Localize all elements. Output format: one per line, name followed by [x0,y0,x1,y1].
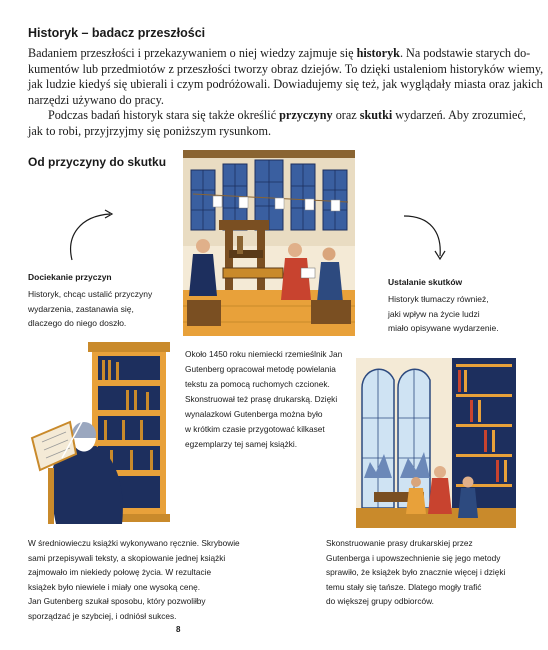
bottom-left-text [28,536,258,624]
cause-title: Dociekanie przyczyn [28,272,112,282]
intro-text: wydarzeń. Aby zrozumieć, [392,108,526,122]
center-text [185,347,355,452]
intro-line [28,61,544,78]
cause-text [28,287,163,331]
bottom-left-line: sami przepisywali teksty, a skopiowanie jednej książki [28,552,226,563]
page-number: 8 [176,625,181,634]
right-curved-arrow-icon [400,210,450,265]
center-line: tekstu za pomocą ruchomych czcionek. [185,379,330,389]
intro-text: . Na podstawie starych do- [399,46,531,60]
bottom-left-line: Jan Gutenberg szukał sposobu, który pozwoliłby [28,596,206,607]
key-term: historyk [356,46,400,60]
bottom-left-line: sporządzać je szybciej, i odniósł sukces. [28,610,177,621]
printing-workshop-illustration [183,150,355,336]
intro-text: oraz [332,108,360,122]
bottom-right-line: Skonstruowanie prasy drukarskiej przez [326,538,473,548]
section-heading: Od przyczyny do skutku [28,155,167,169]
bottom-left-line: zajmowało im niekiedy połowę życia. W rezultacie [28,567,212,578]
intro-text: narzędzi używano do pracy. [28,92,164,107]
effect-title: Ustalanie skutków [388,277,463,287]
center-line: Około 1450 roku niemiecki rzemieślnik Jan [185,349,343,359]
intro-paragraph-2 [28,108,526,139]
effect-line: miało opisywane wydarzenie. [388,323,499,333]
bottom-right-line: Gutenberga i upowszechnienie się jego metody [326,552,501,563]
center-line: Skonstruował też prasę drukarską. Dzięki [185,394,338,404]
center-line: wynalazkowi Gutenberga można było [185,409,323,419]
left-curved-arrow-icon [62,204,120,264]
bottom-left-line: W średniowieczu książki wykonywano ręcznie. Skrybowie [28,538,240,548]
cause-line: wydarzenia, zastanawia się, [28,303,134,314]
intro-line [28,77,543,93]
intro-line [28,93,521,109]
intro-text: Podczas badań historyk stara się także określić [48,108,280,122]
cause-line: Historyk, chcąc ustalić przyczyny [28,289,153,299]
intro-line [28,46,531,62]
effect-line: jaki wpływ na życie ludzi [388,308,480,319]
effect-text [388,292,523,336]
bottom-right-line: do większej grupy odbiorców. [326,596,434,607]
intro-paragraph-1 [28,46,544,108]
bottom-right-text [326,536,526,609]
bottom-right-line: temu stały się tańsze. Dlatego mogły trafić [326,581,482,592]
intro-text: kumentów lub przedmiotów z przeszłości tworzy obraz dziejów. To dzięki ustaleniom historyków wiemy, [28,61,544,76]
intro-text: jak to robi, przyjrzyjmy się poniższym rysunkom. [28,123,272,138]
scribe-illustration [26,338,170,530]
key-term: przyczyny [279,108,333,122]
center-line: w krótkim czasie przygotować kilkaset [185,424,325,434]
bottom-left-line: książek było niewiele i miały one wysoką cenę. [28,581,201,592]
bottom-right-line: sprawiło, że książek było znacznie więcej i dzięki [326,567,506,578]
center-line: egzemplarzy tej samej książki. [185,439,298,449]
intro-line [28,108,526,124]
page-title: Historyk – badacz przeszłości [28,26,206,40]
library-illustration [356,358,516,528]
effect-line: Historyk tłumaczy również, [388,294,489,304]
key-term: skutki [359,108,393,122]
cause-line: dlaczego do niego doszło. [28,318,127,328]
center-line: Gutenberg opracował metodę powielania [185,364,336,374]
intro-line [28,124,521,140]
intro-text: Badaniem przeszłości i przekazywaniem o niej wiedzy zajmuje się [28,46,357,60]
intro-text: jak ludzie kiedyś się ubierali i czym podróżowali. Dowiadujemy się też, jak wyglądały miasta oraz jakich [28,77,543,92]
